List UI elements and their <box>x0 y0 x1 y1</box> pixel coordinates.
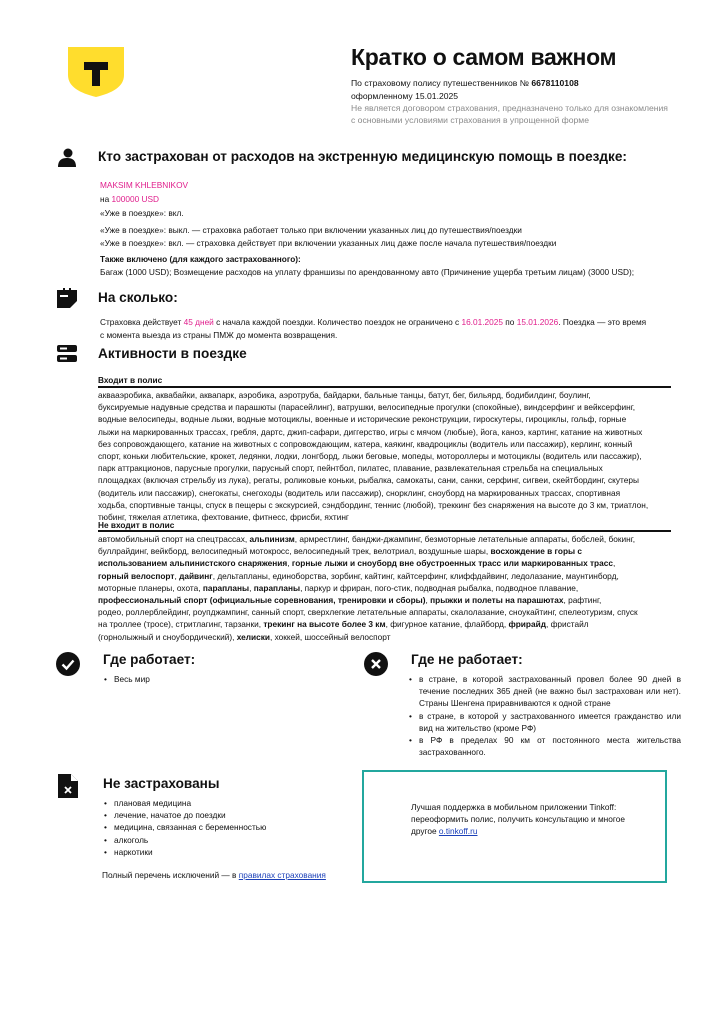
policy-prefix: По страховому полису путешественников № <box>351 78 529 88</box>
activities-icon <box>57 344 77 364</box>
excluded-activity-text: автомобильный спорт на спецтрассах, <box>98 534 250 544</box>
excluded-activity-bold: горные лыжи и сноуборд вне обустроенных трасс или маркированных трасс <box>291 558 613 569</box>
excluded-activity-text: , <box>287 558 292 569</box>
calendar-icon <box>57 288 77 308</box>
included-line: лыжи на маркированных трассах, гребля, дартс, джип-сафари, диггерство, игры с мячом (любые), йога, каноэ, картинг, катание на животных <box>98 426 643 437</box>
insured-section-title: Кто застрахован от расходов на экстренную медицинскую помощь в поездке: <box>98 149 627 164</box>
excluded-activity-text: моторные планеры, охота, <box>98 582 203 593</box>
included-line: без сопровождающего, катание на животных с сопровождающим, катера, каякинг, квадроциклы (водитель или пассажир), керлинг, конный <box>98 438 633 449</box>
not-works-list-item: • в РФ в пределах 90 км от постоянного места жительства застрахованного. <box>419 734 681 758</box>
excluded-activity-bold: профессиональный спорт (официальные соревнования, тренировки и сборы) <box>98 595 426 606</box>
activities-section-title: Активности в поездке <box>98 346 247 361</box>
excluded-activity-text: , хоккей, шоссейный велоспорт <box>270 631 391 642</box>
tinkoff-app-link[interactable]: o.tinkoff.ru <box>438 826 478 836</box>
excluded-activities-list <box>98 533 678 643</box>
included-line: (водитель или пассажир), снегокаты, снегоходы (водитель или пассажир), снорклинг, сноуборд на маркированных трассах, спортивная <box>98 487 621 498</box>
excluded-activity-text: , рафтинг, <box>563 595 602 606</box>
excluded-activity-bold: трекинг на высоте более 3 км <box>263 619 386 630</box>
included-line: водные велосипеды, водные лыжи, водные мотоциклы, военные и исторические реконструкции, гироскутеры, гироциклы, гольф, горные <box>98 414 627 425</box>
works-list-item: • Весь мир <box>114 673 344 685</box>
support-line-2: переоформить полис, получить консультацию и многое <box>411 814 625 824</box>
document-cross-icon <box>58 774 78 798</box>
excluded-line <box>98 606 678 618</box>
exclusion-list-item: • лечение, начатое до поездки <box>114 809 354 821</box>
duration-section-title: На сколько: <box>98 290 178 305</box>
exclusion-list-item: • медицина, связанная с беременностью <box>114 821 354 833</box>
excluded-activity-text: , дельтапланы, единоборства, зорбинг, кайтинг, кайтсерфинг, клиффдайвинг, ледолазание, маунтинборд, <box>212 570 619 581</box>
not-works-list <box>405 673 681 758</box>
exclusion-list-item: • наркотики <box>114 846 354 858</box>
duration-text-3: по <box>505 317 515 327</box>
not-works-section-title: Где не работает: <box>411 652 523 667</box>
included-line: спорт, коньки любительские, крокет, ледянки, лодки, лонгборд, лыжи беговые, мопеды, мотороллеры и мотоциклы (водитель или пассажир), <box>98 451 642 462</box>
date-to: 15.01.2026 <box>516 317 559 327</box>
excluded-line <box>98 545 678 557</box>
in-trip-note-on: «Уже в поездке»: вкл. — страховка действует при включении указанных лиц даже после начала путешествия/поездки <box>100 238 557 248</box>
excluded-activity-text: (горнолыжный и сноубордический), <box>98 631 237 642</box>
excluded-activity-bold: парапланы <box>202 582 250 593</box>
excluded-activity-bold: альпинизм <box>249 534 295 544</box>
excluded-line <box>98 570 678 582</box>
disclaimer-line-1: Не является договором страхования, предназначено только для ознакомления <box>351 103 668 113</box>
excluded-activity-text: , <box>174 570 180 581</box>
policy-line <box>351 77 579 89</box>
excluded-activity-text: , армрестлинг, банджи-джампинг, безмоторные летательные аппараты, бобслей, бокинг, <box>294 534 636 544</box>
included-line: ходьба, спортивные танцы, спуск в пещеры с экскурсией, сэндбординг, теннис (любой), треккинг без снаряжения на высоте до 3 км, триатлон, <box>98 499 649 510</box>
excluded-activity-text: родео, роллерблейдинг, роупджампинг, санный спорт, сверхлегкие летательные аппараты, скалолазание, сноукайтинг, спелеотуризм, спуск <box>98 607 638 618</box>
excluded-activity-bold: парапланы <box>253 582 301 593</box>
included-line: тюбинг, тяжелая атлетика, фехтование, фитнесс, фрисби, яхтинг <box>98 512 349 523</box>
excluded-line <box>98 631 678 643</box>
excluded-activity-text: , <box>425 595 431 606</box>
excluded-line <box>98 582 678 594</box>
duration-line-1 <box>100 316 646 328</box>
person-icon <box>57 147 77 167</box>
duration-line-2: с момента выезда из страны ПМЖ до момента возвращения. <box>100 330 338 340</box>
support-line-3-prefix: другое <box>411 826 437 836</box>
not-works-list-item: • в стране, в которой у застрахованного имеется гражданство или вид на жительство (кроме РФ) <box>419 710 681 734</box>
excluded-activity-bold: использованием альпинистского снаряжения <box>98 558 288 569</box>
excluded-activity-text: на троллее (тросе), стритлагинг, тарзанки, <box>98 619 264 630</box>
duration-text-2: с начала каждой поездки. Количество поездок не ограничено с <box>216 317 460 327</box>
included-divider <box>98 386 671 388</box>
excluded-activity-text: , фигурное катание, флайборд, <box>385 619 509 630</box>
included-activities-list <box>98 389 678 523</box>
exclusions-list <box>100 797 354 858</box>
insured-name: MAKSIM KHLEBNIKOV <box>100 180 189 190</box>
date-from: 16.01.2025 <box>461 317 503 327</box>
support-line-3 <box>411 825 478 837</box>
in-trip-status: «Уже в поездке»: вкл. <box>100 208 184 218</box>
not-works-list-item: • в стране, в которой застрахованный провел более 90 дней в течение последних 365 дней (не важно был застрахован или нет). Страны Шенгена приравниваются к одной стране <box>419 673 681 710</box>
excluded-line <box>98 557 678 569</box>
duration-text-4: . Поездка — это время <box>558 317 647 327</box>
excluded-activity-bold: хелиски <box>236 631 271 642</box>
excluded-activity-bold: восхождение в горы с <box>490 546 583 557</box>
duration-text-1: Страховка действует <box>100 317 182 327</box>
support-box <box>362 770 667 883</box>
duration-days: 45 дней <box>183 317 214 327</box>
excluded-activity-text: , <box>612 558 616 569</box>
excluded-divider <box>98 530 671 532</box>
excluded-line <box>98 533 678 545</box>
excluded-line <box>98 618 678 630</box>
excluded-line <box>98 594 678 606</box>
works-list <box>100 673 344 685</box>
disclaimer-line-2: с основными условиями страхования в упрощенной форме <box>351 115 589 125</box>
exclusions-section-title: Не застрахованы <box>103 776 220 791</box>
full-list-prefix: Полный перечень исключений — в <box>102 870 237 880</box>
included-line: парк аттракционов, парусные прогулки, парусный спорт, пейнтбол, пилатес, плавание, развлекательная стрельба на специальных <box>98 463 603 474</box>
insured-amount: 100000 USD <box>111 194 160 204</box>
amount-prefix: на <box>100 194 110 204</box>
page-title: Кратко о самом важном <box>351 44 617 70</box>
excluded-activity-text: , <box>249 582 254 593</box>
cross-circle-icon <box>364 652 388 676</box>
also-included-text: Багаж (1000 USD); Возмещение расходов на уплату франшизы по арендованному авто (Причинение ущерба третьим лицам) (3000 USD); <box>100 267 635 277</box>
full-list-line <box>102 869 326 881</box>
also-included-title: Также включено (для каждого застрахованного): <box>100 254 301 264</box>
support-line-1: Лучшая поддержка в мобильном приложении Tinkoff: <box>411 802 617 812</box>
excluded-activity-text: , фристайл <box>545 619 589 630</box>
policy-number: 6678110108 <box>531 78 579 88</box>
exclusion-list-item: • плановая медицина <box>114 797 354 809</box>
excluded-activity-text: , паркур и фриран, пого-стик, подводная рыбалка, подводное плавание, <box>300 582 579 593</box>
excluded-activity-bold: прыжки и полеты на парашютах <box>430 595 564 606</box>
excluded-activity-bold: дайвинг <box>179 570 213 581</box>
issued-line: оформленному 15.01.2025 <box>351 91 459 101</box>
excluded-activity-text: буллрайдинг, вейкборд, велосипедный мотокросс, велосипедный трек, велотриал, воздушные шары, <box>98 546 491 557</box>
in-trip-note-off: «Уже в поездке»: выкл. — страховка работает только при включении указанных лиц до путешествия/поездки <box>100 225 522 235</box>
excluded-activity-bold: горный велоспорт <box>98 570 175 581</box>
excluded-activity-bold: фрирайд <box>508 619 546 630</box>
excluded-title: Не входит в полис <box>98 520 175 530</box>
works-section-title: Где работает: <box>103 652 196 667</box>
exclusion-list-item: • алкоголь <box>114 834 354 846</box>
tinkoff-shield-logo <box>67 46 125 98</box>
insurance-rules-link[interactable]: правилах страхования <box>238 870 326 880</box>
included-title: Входит в полис <box>98 375 163 385</box>
check-circle-icon <box>56 652 80 676</box>
included-line: буксируемые надувные средства и парашюты (парасейлинг), ватрушки, велосипедные прогулки (спокойные), виндсерфинг и вейксерфинг, <box>98 402 636 413</box>
included-line: площадках (включая стрельбу из лука), регаты, роликовые коньки, рыбалка, самокаты, сани, санки, серфинг, сигвеи, скейтбординг, скутеры <box>98 475 639 486</box>
insured-amount-line <box>100 193 159 205</box>
included-line: аквааэробика, аквабайки, аквапарк, аэробика, аэротруба, байдарки, бальные танцы, батут, бег, бильярд, бодибилдинг, боулинг, <box>98 390 591 400</box>
